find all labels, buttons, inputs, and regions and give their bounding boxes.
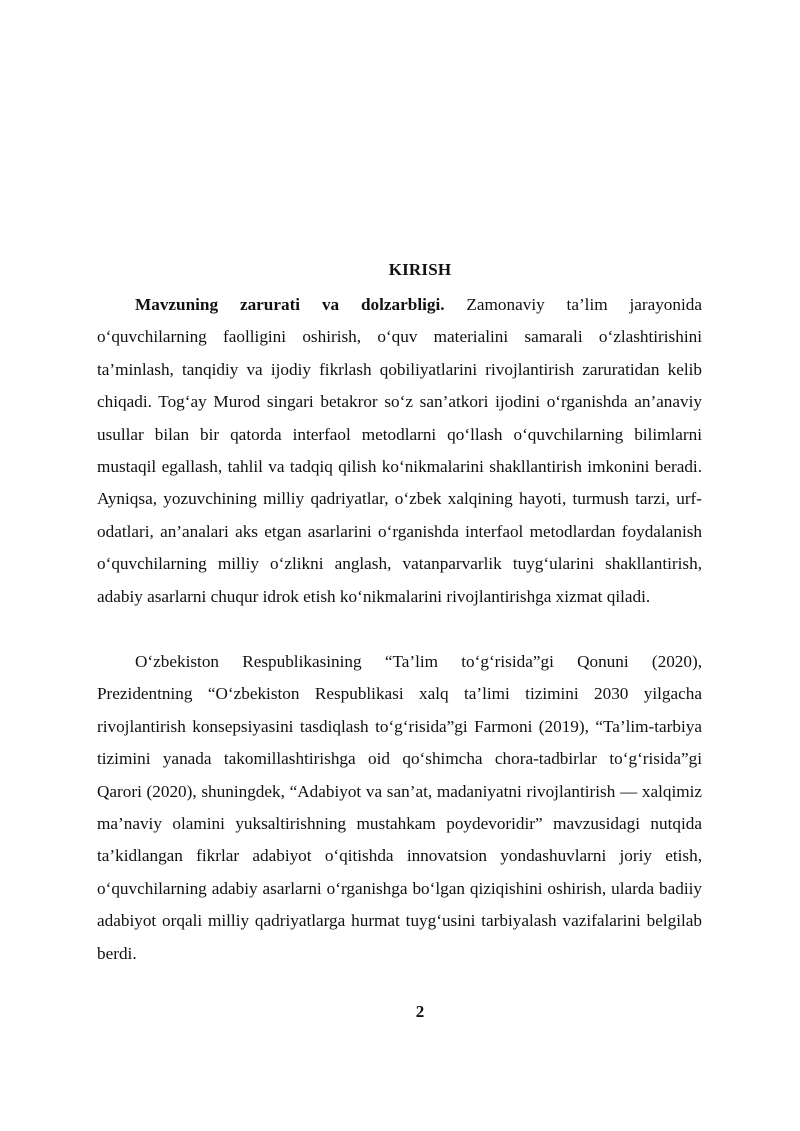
intro-paragraph (97, 289, 702, 613)
legal-basis-paragraph: O‘zbekiston Respublikasining “Ta’lim to‘g‘risida”gi Qonuni (2020), Prezidentning “O‘zbekiston Respublikasi xalq ta’limi tizimini 2030 yilgacha rivojlantirish konsepsiyasini tasdiqlash to‘g‘risida”gi Farmoni (2019), “Ta’lim-tarbiya tizimini yanada takomillashtirishga oid qo‘shimcha chora-tadbirlar to‘g‘risida”gi Qarori (2020), shuningdek, “Adabiyot va san’at, madaniyatni rivojlantirish — xalqimiz ma’naviy olamini yuksaltirishning mustahkam poydevoridir” mavzusidagi nutqida ta’kidlangan fikrlar adabiyot o‘qitishda innovatsion yondashuvlarni joriy etish, o‘quvchilarning adabiy asarlarni o‘rganishga bo‘lgan qiziqishini oshirish, ularda badiiy adabiyot orqali milliy qadriyatlarga hurmat tuyg‘usini tarbiyalash vazifalarini belgilab berdi. (97, 652, 702, 963)
paragraph-body-text: Zamonaviy ta’lim jarayonida o‘quvchilarning faolligini oshirish, o‘quv materialini samarali o‘zlashtirishini ta’minlash, tanqidiy va ijodiy fikrlash qobiliyatlarini rivojlantirish zaruratidan kelib chiqadi. Tog‘ay Murod singari betakror so‘z san’atkori ijodini o‘rganishda an’anaviy usullar bilan bir qatorda interfaol metodlarni qo‘llash o‘quvchilarning bilimlarni mustaqil egallash, tahlil va tadqiq qilish ko‘nikmalarini shakllantirish imkonini beradi. Ayniqsa, yozuvchining milliy qadriyatlar, o‘zbek xalqining hayoti, turmush tarzi, urf-odatlari, an’analari aks etgan asarlarini o‘rganishda interfaol metodlardan foydalanish o‘quvchilarning milliy o‘zlikni anglash, vatanparvarlik tuyg‘ularini shakllantirish, adabiy asarlarni chuqur idrok etish ko‘nikmalarini rivojlantirishga xizmat qiladi. (97, 295, 702, 606)
paragraph-lead-heading: Mavzuning zarurati va dolzarbligi. (135, 295, 445, 314)
section-title: KIRISH (388, 260, 452, 279)
page-number: 2 (415, 1002, 425, 1021)
